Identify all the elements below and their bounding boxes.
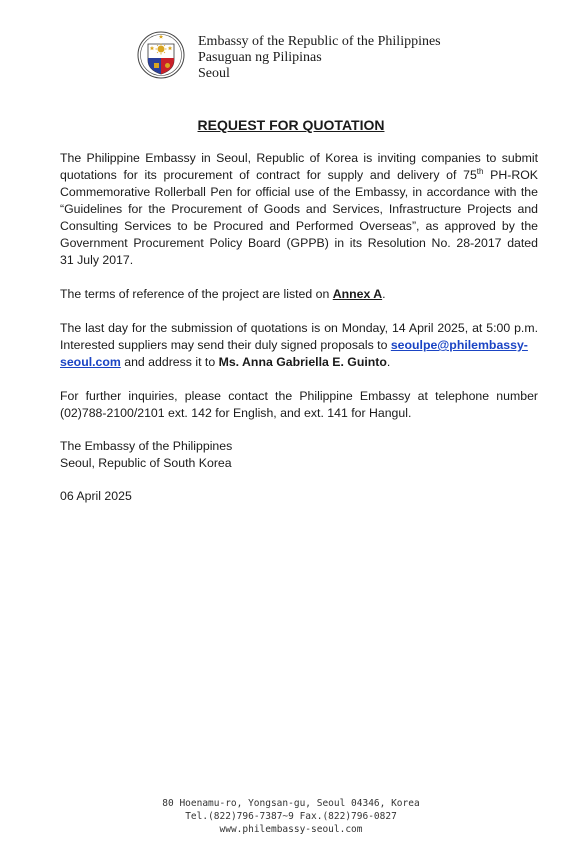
intro-line-2-text: quotations for its procurement of contract for supply and delivery of 75 bbox=[60, 168, 477, 182]
inquiries-line-2: (02)788-2100/2101 ext. 142 for English, and ext. 141 for Hangul. bbox=[60, 406, 412, 420]
paragraph-intro bbox=[60, 150, 538, 269]
email-link[interactable]: seoulpe@philembassy- bbox=[390, 338, 528, 352]
paragraph-submission bbox=[60, 320, 538, 371]
terms-end: . bbox=[382, 287, 386, 301]
intro-line-3: Commemorative Rollerball Pen for official use of the Embassy, in accordance with the bbox=[60, 185, 538, 199]
signoff-line-2: Seoul, Republic of South Korea bbox=[60, 456, 232, 470]
terms-text: The terms of reference of the project are listed on bbox=[60, 287, 333, 301]
submission-line-3-end: . bbox=[386, 355, 391, 369]
annex-link[interactable]: Annex A bbox=[332, 287, 383, 301]
document-date: 06 April 2025 bbox=[60, 489, 132, 503]
signoff bbox=[60, 438, 538, 472]
letterhead-line-2: Pasuguan ng Pilipinas bbox=[198, 50, 322, 65]
letterhead-line-1: Embassy of the Republic of the Philippines bbox=[198, 34, 441, 49]
footer-phone: Tel.(822)796-7387~9 Fax.(822)796-0827 bbox=[185, 811, 397, 822]
footer-website[interactable]: www.philembassy-seoul.com bbox=[219, 824, 363, 835]
submission-line-1: The last day for the submission of quotations is on Monday, 14 April 2025, at 5:00 p.m. bbox=[60, 321, 538, 335]
paragraph-inquiries bbox=[60, 388, 538, 422]
footer-address: 80 Hoenamu-ro, Yongsan-gu, Seoul 04346, Korea bbox=[162, 798, 420, 809]
document-title: REQUEST FOR QUOTATION bbox=[197, 117, 385, 133]
document-title-block bbox=[0, 117, 582, 133]
intro-line-2 bbox=[60, 167, 538, 184]
submission-line-3 bbox=[60, 354, 538, 371]
intro-line-5: Consulting Services to be Procured and Performed Overseas”, as approved by the bbox=[60, 219, 538, 233]
intro-line-2-end: PH-ROK bbox=[483, 168, 538, 182]
intro-line-4: “Guidelines for the Procurement of Goods and Services, Infrastructure Projects and bbox=[60, 202, 538, 216]
intro-line-1: The Philippine Embassy in Seoul, Republic of Korea is inviting companies to submit bbox=[60, 151, 538, 165]
letterhead-line-3: Seoul bbox=[198, 66, 230, 81]
paragraph-terms bbox=[60, 286, 538, 303]
philippine-seal-icon bbox=[136, 30, 186, 80]
ordinal-suffix: th bbox=[476, 166, 484, 176]
intro-line-6: Government Procurement Policy Board (GPPB) in its Resolution No. 28-2017 dated bbox=[60, 236, 538, 250]
contact-name: Ms. Anna Gabriella E. Guinto bbox=[218, 355, 387, 369]
submission-line-3-text: and address it to bbox=[120, 355, 219, 369]
email-link-continued[interactable]: seoul.com bbox=[60, 355, 121, 369]
date-block bbox=[60, 488, 538, 505]
footer bbox=[0, 797, 582, 836]
inquiries-line-1: For further inquiries, please contact the Philippine Embassy at telephone number bbox=[60, 389, 538, 403]
letterhead bbox=[198, 34, 441, 82]
submission-line-2 bbox=[60, 337, 538, 354]
submission-line-2-text: Interested suppliers may send their duly signed proposals to bbox=[60, 338, 391, 352]
signoff-line-1: The Embassy of the Philippines bbox=[60, 439, 233, 453]
intro-line-7: 31 July 2017. bbox=[60, 253, 134, 267]
